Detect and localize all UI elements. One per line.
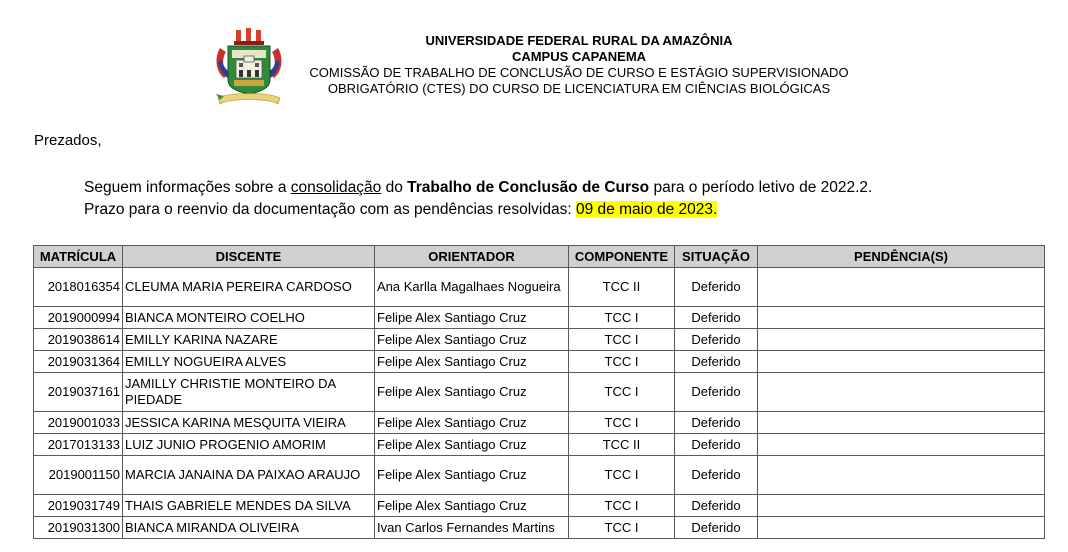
cell-situacao: Deferido — [675, 351, 758, 373]
cell-pendencias — [758, 412, 1045, 434]
cell-pendencias — [758, 517, 1045, 539]
document-header — [0, 0, 1068, 110]
table-row — [34, 434, 1045, 456]
cell-discente: JESSICA KARINA MESQUITA VIEIRA — [123, 412, 375, 434]
cell-matricula: 2019038614 — [34, 329, 123, 351]
greeting: Prezados, — [34, 132, 102, 149]
institution-heading — [284, 33, 874, 97]
cell-pendencias — [758, 495, 1045, 517]
table-row — [34, 517, 1045, 539]
column-header-situacao: SITUAÇÃO — [675, 246, 758, 268]
cell-componente: TCC II — [569, 268, 675, 307]
intro-text: do — [381, 179, 408, 196]
intro-paragraph — [84, 177, 872, 221]
cell-pendencias — [758, 351, 1045, 373]
table-row — [34, 412, 1045, 434]
table-header-row — [34, 246, 1045, 268]
intro-text: para o período letivo de 2022.2. — [649, 179, 873, 196]
cell-orientador: Felipe Alex Santiago Cruz — [375, 373, 569, 412]
table-row — [34, 495, 1045, 517]
cell-componente: TCC I — [569, 412, 675, 434]
cell-pendencias — [758, 434, 1045, 456]
table-row — [34, 268, 1045, 307]
commission-line-1: COMISSÃO DE TRABALHO DE CONCLUSÃO DE CURSO E ESTÁGIO SUPERVISIONADO — [309, 65, 849, 80]
cell-componente: TCC I — [569, 373, 675, 412]
campus-name: CAMPUS CAPANEMA — [511, 49, 647, 64]
cell-pendencias — [758, 456, 1045, 495]
consolidation-word: consolidação — [290, 179, 382, 196]
intro-line-2 — [84, 199, 872, 221]
table-row — [34, 351, 1045, 373]
cell-discente: CLEUMA MARIA PEREIRA CARDOSO — [123, 268, 375, 307]
cell-discente: BIANCA MONTEIRO COELHO — [123, 307, 375, 329]
cell-situacao: Deferido — [675, 412, 758, 434]
cell-situacao: Deferido — [675, 307, 758, 329]
cell-matricula: 2019037161 — [34, 373, 123, 412]
cell-situacao: Deferido — [675, 268, 758, 307]
cell-situacao: Deferido — [675, 373, 758, 412]
table-row — [34, 329, 1045, 351]
cell-orientador: Felipe Alex Santiago Cruz — [375, 456, 569, 495]
intro-text: Seguem informações sobre a — [84, 179, 291, 196]
intro-line-1 — [84, 177, 872, 199]
cell-componente: TCC I — [569, 307, 675, 329]
commission-line-2: OBRIGATÓRIO (CTES) DO CURSO DE LICENCIATURA EM CIÊNCIAS BIOLÓGICAS — [327, 81, 831, 96]
column-header-matricula: MATRÍCULA — [34, 246, 123, 268]
ufra-coat-of-arms-icon — [214, 28, 284, 106]
cell-matricula: 2019001033 — [34, 412, 123, 434]
cell-componente: TCC II — [569, 434, 675, 456]
deadline-date: 09 de maio de 2023. — [575, 201, 718, 218]
table-row — [34, 307, 1045, 329]
cell-discente: JAMILLY CHRISTIE MONTEIRO DA PIEDADE — [123, 373, 375, 412]
table-row — [34, 456, 1045, 495]
cell-discente: LUIZ JUNIO PROGENIO AMORIM — [123, 434, 375, 456]
cell-matricula: 2019000994 — [34, 307, 123, 329]
cell-discente: EMILLY NOGUEIRA ALVES — [123, 351, 375, 373]
cell-situacao: Deferido — [675, 456, 758, 495]
university-name: UNIVERSIDADE FEDERAL RURAL DA AMAZÔNIA — [425, 33, 733, 48]
cell-discente: BIANCA MIRANDA OLIVEIRA — [123, 517, 375, 539]
cell-pendencias — [758, 373, 1045, 412]
cell-matricula: 2019031300 — [34, 517, 123, 539]
cell-componente: TCC I — [569, 351, 675, 373]
table-row — [34, 373, 1045, 412]
deadline-label: Prazo para o reenvio da documentação com as pendências resolvidas: — [84, 201, 576, 218]
cell-matricula: 2017013133 — [34, 434, 123, 456]
cell-orientador: Felipe Alex Santiago Cruz — [375, 307, 569, 329]
cell-orientador: Felipe Alex Santiago Cruz — [375, 434, 569, 456]
cell-situacao: Deferido — [675, 329, 758, 351]
cell-orientador: Felipe Alex Santiago Cruz — [375, 329, 569, 351]
column-header-discente: DISCENTE — [123, 246, 375, 268]
cell-componente: TCC I — [569, 329, 675, 351]
tcc-title: Trabalho de Conclusão de Curso — [407, 179, 650, 196]
cell-componente: TCC I — [569, 517, 675, 539]
cell-componente: TCC I — [569, 495, 675, 517]
cell-discente: MARCIA JANAINA DA PAIXAO ARAUJO — [123, 456, 375, 495]
cell-matricula: 2019031364 — [34, 351, 123, 373]
cell-discente: EMILLY KARINA NAZARE — [123, 329, 375, 351]
cell-matricula: 2019031749 — [34, 495, 123, 517]
cell-discente: THAIS GABRIELE MENDES DA SILVA — [123, 495, 375, 517]
cell-orientador: Ana Karlla Magalhaes Nogueira — [375, 268, 569, 307]
cell-situacao: Deferido — [675, 434, 758, 456]
cell-matricula: 2019001150 — [34, 456, 123, 495]
cell-situacao: Deferido — [675, 517, 758, 539]
cell-orientador: Felipe Alex Santiago Cruz — [375, 495, 569, 517]
results-table — [33, 245, 1045, 539]
cell-pendencias — [758, 329, 1045, 351]
cell-orientador: Felipe Alex Santiago Cruz — [375, 351, 569, 373]
cell-componente: TCC I — [569, 456, 675, 495]
column-header-componente: COMPONENTE — [569, 246, 675, 268]
cell-pendencias — [758, 268, 1045, 307]
cell-orientador: Felipe Alex Santiago Cruz — [375, 412, 569, 434]
cell-orientador: Ivan Carlos Fernandes Martins — [375, 517, 569, 539]
column-header-orientador: ORIENTADOR — [375, 246, 569, 268]
column-header-pendencias: PENDÊNCIA(S) — [758, 246, 1045, 268]
cell-matricula: 2018016354 — [34, 268, 123, 307]
cell-pendencias — [758, 307, 1045, 329]
cell-situacao: Deferido — [675, 495, 758, 517]
